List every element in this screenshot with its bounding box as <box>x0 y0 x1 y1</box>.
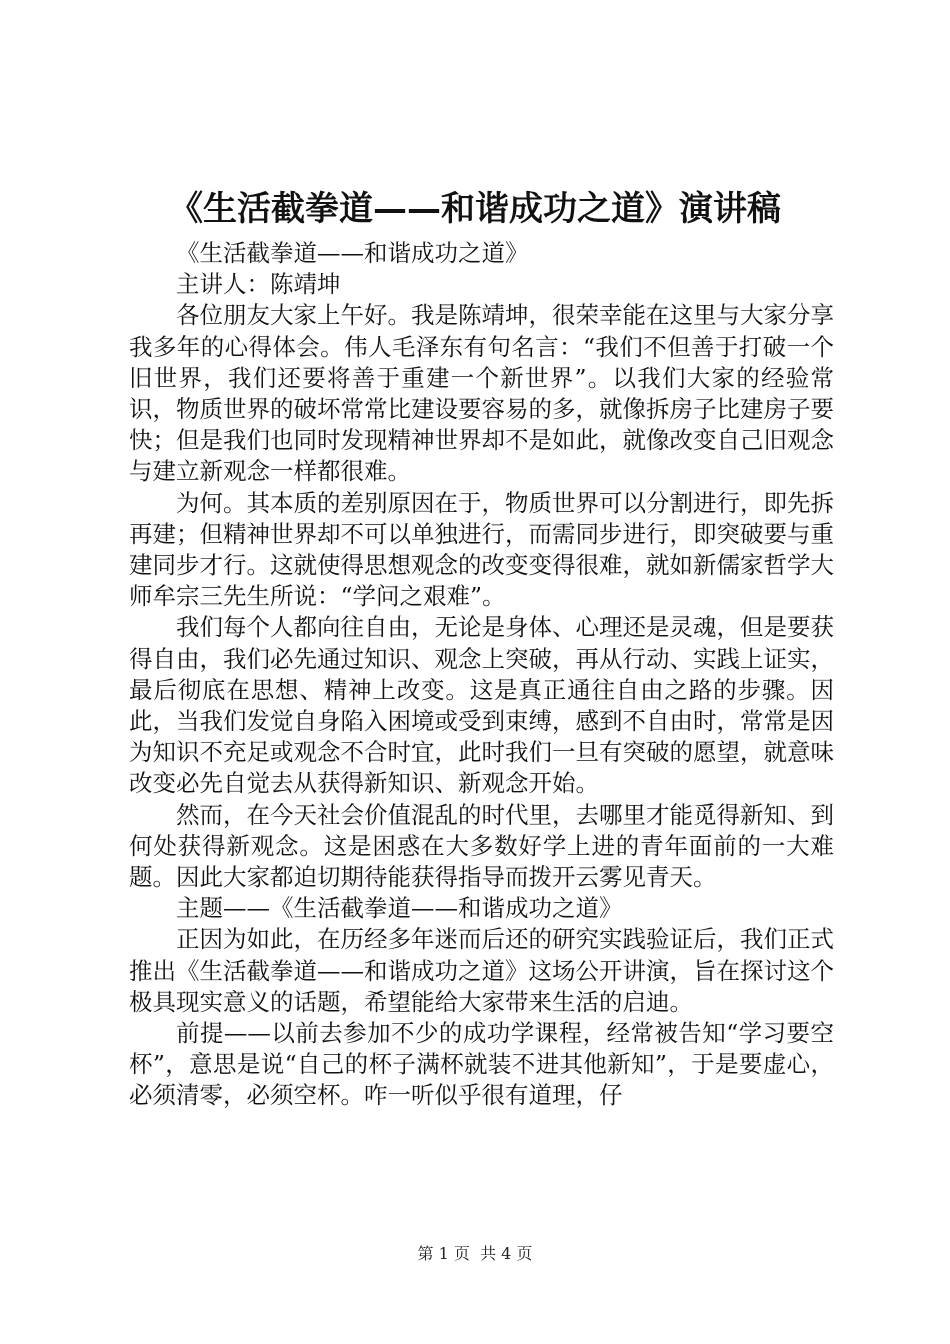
speaker-line: 主讲人：陈靖坤 <box>176 270 341 299</box>
paragraph: 为何。其本质的差别原因在于，物质世界可以分割进行，即先拆再建；但精神世界却不可以单独进行，而需同步进行，即突破要与重建同步才行。这就使得思想观念的改变变得很难，就如新儒家哲学大师牟宗三先生所说：“学问之艰难”。 <box>129 488 834 611</box>
page-number: 第 1 页 <box>417 1244 470 1263</box>
paragraph: 然而，在今天社会价值混乱的时代里，去哪里才能觅得新知、到何处获得新观念。这是困惑在大多数好学上进的青年面前的一大难题。因此大家都迫切期待能获得指导而拨开云雾见青天。 <box>129 800 834 892</box>
document-body <box>129 238 834 1112</box>
document-title: 《生活截拳道——和谐成功之道》演讲稿 <box>169 189 781 229</box>
page-total: 共 4 页 <box>480 1244 533 1263</box>
paragraph: 各位朋友大家上午好。我是陈靖坤，很荣幸能在这里与大家分享我多年的心得体会。伟人毛泽东有句名言：“我们不但善于打破一个旧世界，我们还要将善于重建一个新世界”。以我们大家的经验常识，物质世界的破坏常常比建设要容易的多，就像拆房子比建房子要快；但是我们也同时发现精神世界却不是如此，就像改变自己旧观念与建立新观念一样都很难。 <box>129 301 834 486</box>
subtitle-line: 《生活截拳道——和谐成功之道》 <box>176 239 529 267</box>
paragraph: 正因为如此，在历经多年迷而后还的研究实践验证后，我们正式推出《生活截拳道——和谐成功之道》这场公开讲演，旨在探讨这个极具现实意义的话题，希望能给大家带来生活的启迪。 <box>129 925 834 1016</box>
page-footer <box>0 1244 950 1264</box>
paragraph: 前提——以前去参加不少的成功学课程，经常被告知“学习要空杯”，意思是说“自己的杯子满杯就装不进其他新知”，于是要虚心，必须清零，必须空杯。咋一听似乎很有道理，仔 <box>129 1019 834 1110</box>
theme-line: 主题——《生活截拳道——和谐成功之道》 <box>176 894 623 923</box>
paragraph: 我们每个人都向往自由，无论是身体、心理还是灵魂，但是要获得自由，我们必先通过知识、观念上突破，再从行动、实践上证实，最后彻底在思想、精神上改变。这是真正通往自由之路的步骤。因此，当我们发觉自身陷入困境或受到束缚，感到不自由时，常常是因为知识不充足或观念不合时宜，此时我们一旦有突破的愿望，就意味改变必先自觉去从获得新知识、新观念开始。 <box>129 613 834 798</box>
